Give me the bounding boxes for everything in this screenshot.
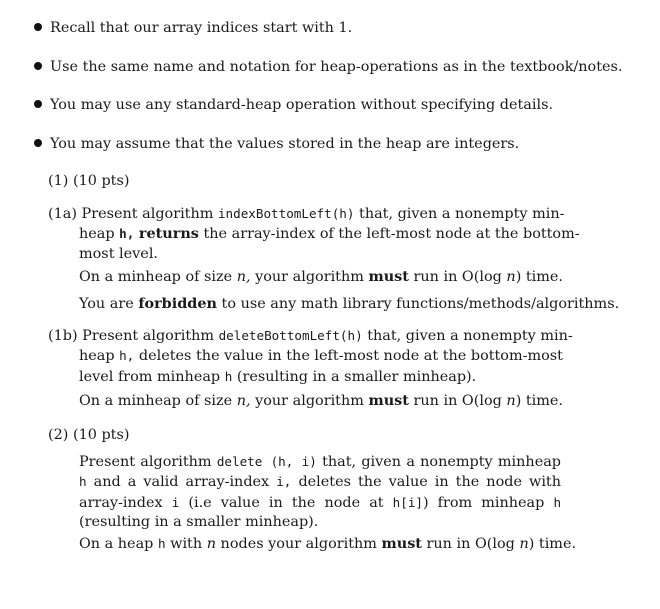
code-deleteBottomLeft: deleteBottomLeft(h) (218, 328, 363, 343)
bullet-item-notation: Use the same name and notation for heap-operations as in the textbook/notes. (34, 58, 623, 76)
returns-emphasis: returns (138, 225, 199, 243)
bullet-item-integers: You may assume that the values stored in the heap are integers. (34, 135, 519, 153)
code-delete: delete (h, i) (216, 454, 317, 469)
code-indexBottomLeft: indexBottomLeft(h) (217, 206, 355, 221)
q1a-complexity: On a minheap of size n, your algorithm must run in O(log n) time. (79, 268, 563, 285)
bullet-icon (34, 23, 42, 31)
q2-header: (2) (10 pts) (48, 427, 130, 443)
bullet-icon (34, 139, 42, 147)
bullet-item-indices: Recall that our array indices start with 1. (34, 19, 352, 37)
bullet-icon (34, 100, 42, 108)
q1a-statement: (1a) Present algorithm indexBottomLeft(h) that, given a nonempty min-heap h, returns the array-index of the left-most node at the bottom-most level. (48, 206, 580, 262)
q1b-complexity: On a minheap of size n, your algorithm must run in O(log n) time. (79, 392, 563, 409)
q2-complexity: On a heap h with n nodes your algorithm must run in O(log n) time. (79, 535, 577, 552)
q1-header: (1) (10 pts) (48, 173, 130, 189)
bullet-item-standard-ops: You may use any standard-heap operation without specifying details. (34, 96, 553, 114)
q1a-forbidden-note: You are forbidden to use any math library functions/methods/algorithms. (79, 295, 620, 312)
bullet-icon (34, 62, 42, 70)
q1b-statement: (1b) Present algorithm deleteBottomLeft(h) that, given a nonempty min-heap h, deletes the value in the left-most node at the bottom-most level from minheap h (resulting in a smaller minheap). (48, 328, 573, 385)
q2-statement: Present algorithm delete (h, i) that, given a nonempty minheap h and a valid array-index i, deletes the value in the node with array-index i (i.e value in the node at h[i]) from minheap h (resulting in a smaller minheap). (79, 454, 562, 530)
